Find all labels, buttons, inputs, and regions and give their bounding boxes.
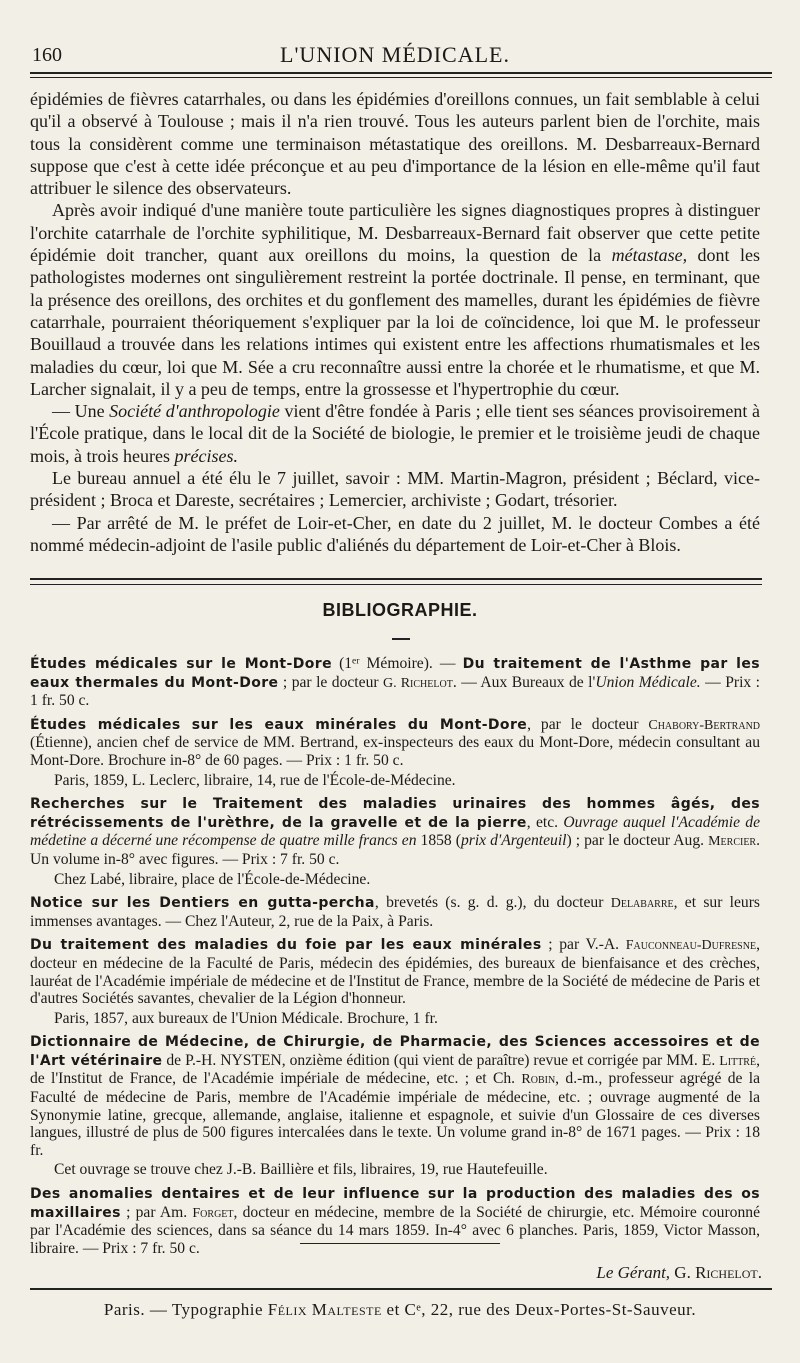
page-header xyxy=(30,38,760,68)
closing-rule xyxy=(300,1243,500,1244)
article-body xyxy=(30,88,760,556)
paragraph-4: Le bureau annuel a été élu le 7 juillet, savoir : MM. Martin-Magron, président ; Béclard, vice-président ; Broca et Dareste, secrétaires ; Lemercier, archiviste ; Godart, trésorier. xyxy=(30,468,760,511)
bibliography-publisher: Cet ouvrage se trouve chez J.-B. Baillière et fils, libraires, 19, rue Hautefeuille. xyxy=(54,1161,548,1179)
bibliography-entry: Études médicales sur les eaux minérales du Mont-Dore, par le docteur Chabory-Bertrand (Étienne), ancien chef de service de MM. Bertrand, ex-inspecteurs des eaux du Mont-Dore, médecin consultant au Mont-Dore. Brochure in-8° de 60 pages. — Prix : 1 fr. 50 c. xyxy=(30,715,761,769)
footer-rule xyxy=(30,1288,772,1290)
page-number: 160 xyxy=(32,44,62,66)
section-divider xyxy=(30,578,762,585)
bibliography-heading: BIBLIOGRAPHIE. xyxy=(322,600,478,620)
bibliography-entry: Du traitement des maladies du foie par les eaux minérales ; par V.-A. Fauconneau-Dufresne, docteur en médecine de la Faculté de Paris, médecin des épidémies, des bureaux de bienfaisance et des crèches, lauréat de l'Académie impériale de médecine et de l'Institut de France, membre de la Société de médecine de Paris et d'autres Sociétés savantes, chevalier de la Légion d'honneur. xyxy=(30,936,760,1008)
heading-dash xyxy=(392,638,410,640)
bibliography-publisher: Paris, 1857, aux bureaux de l'Union Médicale. Brochure, 1 fr. xyxy=(54,1009,438,1027)
header-rule xyxy=(30,72,772,74)
bibliography-publisher: Chez Labé, libraire, place de l'École-de-Médecine. xyxy=(54,870,371,888)
paragraph-5: — Par arrêté de M. le préfet de Loir-et-Cher, en date du 2 juillet, M. le docteur Combes a été nommé médecin-adjoint de l'asile public d'aliénés du département de Loir-et-Cher à Blois. xyxy=(30,512,760,555)
paragraph-1: épidémies de fièvres catarrhales, ou dans les épidémies d'oreillons connues, un fait semblable à celui qu'il a observé à Toulouse ; mais il n'a rien trouvé. Tous les auteurs parlent bien de l'orchite, mais tous la considèrent comme une terminaison métastatique des oreillons. M. Desbarreaux-Bernard suppose que c'est à cette idée préconçue et au peu d'importance de la lésion en elle-même qu'il faut attribuer le silence des observateurs. xyxy=(30,89,760,199)
paragraph-3: — Une Société d'anthropologie vient d'être fondée à Paris ; elle tient ses séances provisoirement à l'École pratique, dans le local dit de la Société de biologie, le premier et le troisième jeudi de chaque mois, à trois heures précises. xyxy=(30,401,760,466)
bibliography-entry: Des anomalies dentaires et de leur influence sur la production des maladies des os maxillaires ; par Am. Forget, docteur en médecine, membre de la Société de chirurgie, etc. Mémoire couronné par l'Académie des sciences, dans sa séance du 14 mars 1859. In-4° avec 6 planches. Paris, 1859, Victor Masson, libraire. — Prix : 7 fr. 50 c. xyxy=(30,1186,760,1257)
bibliography-list xyxy=(30,655,760,1263)
header-rule-thin xyxy=(30,77,772,78)
bibliography-entry: Recherches sur le Traitement des maladies urinaires des hommes âgés, des rétrécissements de l'urèthre, de la gravelle et de la pierre, etc. Ouvrage auquel l'Académie de médetine a décerné une récompense de quatre mille francs en 1858 (prix d'Argenteuil) ; par le docteur Aug. Mercier. Un volume in-8° avec figures. — Prix : 7 fr. 50 c. xyxy=(30,796,761,868)
bibliography-entry: Dictionnaire de Médecine, de Chirurgie, de Pharmacie, des Sciences accessoires et de l'Art vétérinaire de P.-H. NYSTEN, onzième édition (qui vient de paraître) revue et corrigée par MM. E. Littré, de l'Institut de France, de l'Académie impériale de médecine, etc. ; et Ch. Robin, d.-m., professeur agrégé de la Faculté de médecine de Paris, membre de l'Académie impériale de médecine, etc. ; ouvrage augmenté de la Synonymie latine, grecque, allemande, anglaise, italienne et espagnole, et suivie d'un Glossaire de ces diverses langues, illustré de plus de 500 figures intercalées dans le texte. Un volume grand in-8° de 1671 pages. — Prix : 18 fr. xyxy=(30,1034,760,1159)
signature: Le Gérant, G. Richelot. xyxy=(596,1263,762,1282)
imprint-line: Paris. — Typographie Félix Malteste et Cᵉ, 22, rue des Deux-Portes-St-Sauveur. xyxy=(103,1300,697,1319)
bibliography-entry: Notice sur les Dentiers en gutta-percha, brevetés (s. g. d. g.), du docteur Delabarre, et sur leurs immenses avantages. — Chez l'Auteur, 2, rue de la Paix, à Paris. xyxy=(30,894,760,930)
running-title: L'UNION MÉDICALE. xyxy=(280,42,510,67)
bibliography-entry: Études médicales sur le Mont-Dore (1ᵉʳ Mémoire). — Du traitement de l'Asthme par les eaux thermales du Mont-Dore ; par le docteur G. Richelot. — Aux Bureaux de l'Union Médicale. — Prix : 1 fr. 50 c. xyxy=(30,655,761,710)
paragraph-2: Après avoir indiqué d'une manière toute particulière les signes diagnostiques propres à distinguer l'orchite catarrhale de l'orchite syphilitique, M. Desbarreaux-Bernard fait observer que cette petite épidémie doit trancher, quant aux oreillons du moins, la question de la métastase, dont les pathologistes modernes ont singulièrement restreint la portée doctrinale. Il pense, en terminant, que la présence des oreillons, des orchites et du gonflement des mamelles, durant les épidémies de fièvre catarrhale, pourraient théoriquement s'expliquer par la loi de coïncidence, loi que M. le professeur Bouillaud a trouvée dans les relations intimes qui existent entre les affections rhumatismales et les maladies du cœur, loi que M. Sée a cru reconnaître aussi entre la chorée et le rhumatisme, et que M. Larcher signalait, il y a peu de temps, entre la grossesse et l'hypertrophie du cœur. xyxy=(30,200,760,399)
bibliography-publisher: Paris, 1859, L. Leclerc, libraire, 14, rue de l'École-de-Médecine. xyxy=(54,771,456,789)
